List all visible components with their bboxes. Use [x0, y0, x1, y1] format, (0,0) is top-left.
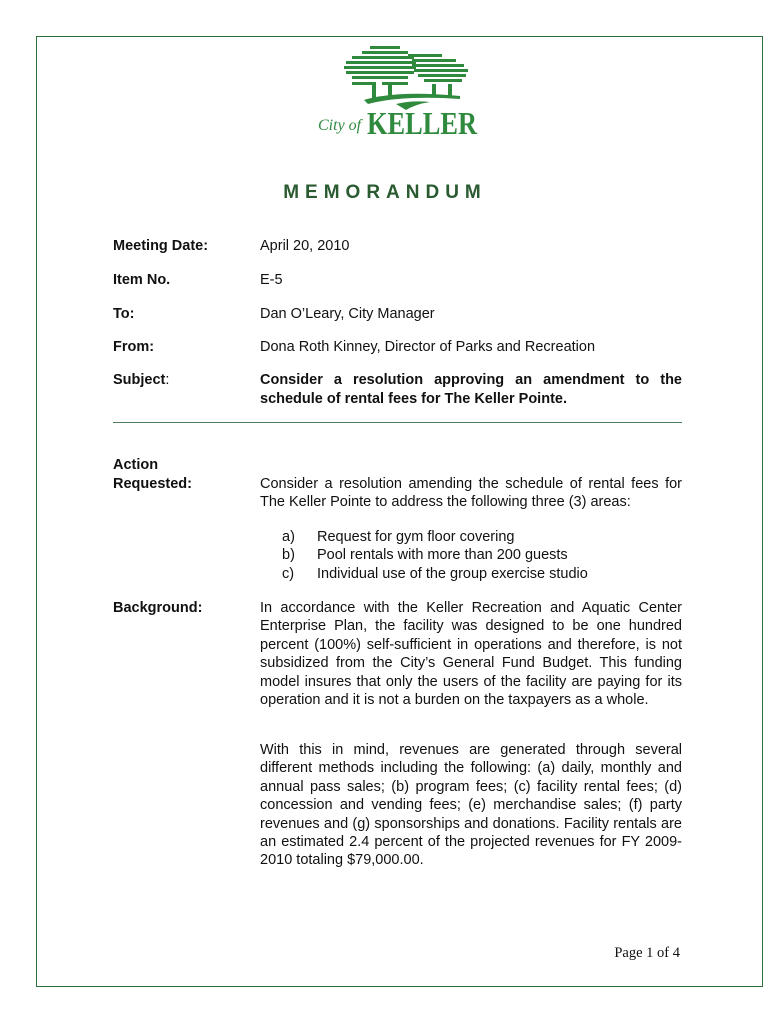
meeting-date-value: April 20, 2010 — [260, 238, 350, 254]
background-label: Background: — [113, 600, 203, 616]
to-value: Dan O’Leary, City Manager — [260, 306, 435, 322]
from-value: Dona Roth Kinney, Director of Parks and Recreation — [260, 339, 596, 355]
item-label: Item No. — [113, 272, 171, 288]
page-number: Page 1 of 4 — [614, 945, 680, 961]
action-label-line1: Action — [113, 457, 159, 473]
item-value: E-5 — [260, 272, 283, 288]
list-marker: b) — [282, 547, 295, 564]
list-text: Pool rentals with more than 200 guests — [317, 547, 568, 564]
meeting-date-label: Meeting Date: — [113, 238, 209, 254]
action-label-line2: Requested: — [113, 476, 192, 492]
logo-keller: KELLER — [367, 105, 478, 141]
city-of-keller-logo — [312, 44, 482, 140]
to-label: To: — [113, 306, 135, 322]
list-marker: a) — [282, 529, 295, 545]
logo-city-of: City of — [318, 117, 362, 134]
from-label: From: — [113, 339, 155, 355]
list-marker: c) — [282, 565, 295, 582]
memo-title: MEMORANDUM — [283, 182, 487, 203]
action-text: Consider a resolution amending the schedule of rental fees for The Keller Pointe to address the following three (3) areas: — [260, 476, 682, 511]
list-text: Individual use of the group exercise studio — [317, 565, 588, 582]
list-text: Request for gym floor covering — [317, 529, 515, 545]
divider — [113, 422, 682, 423]
tree-logo-icon — [344, 46, 468, 110]
background-paragraph-1: In accordance with the Keller Recreation and Aquatic Center Enterprise Plan, the facility was designed to be one hundred percent (100%) self-sufficient in operations and therefore, is not subsidized from the City’s General Fund Budget. This funding model insures that only the users of the facility are paying for its operation and it is not a burden on the taxpayers as a whole. — [260, 600, 682, 709]
subject-label: Subject: — [113, 372, 170, 388]
subject-value: Consider a resolution approving an amendment to the schedule of rental fees for The Keller Pointe. — [260, 372, 682, 407]
background-paragraph-2: With this in mind, revenues are generated through several different methods including the following: (a) daily, monthly and annual pass sales; (b) program fees; (c) facility rental fees; (d) concession and vending fees; (e) merchandise sales; (f) party revenues and (g) sponsorships and donations. Facility rentals are an estimated 2.4 percent of the projected revenues for FY 2009-2010 totaling $79,000.00. — [260, 742, 682, 869]
